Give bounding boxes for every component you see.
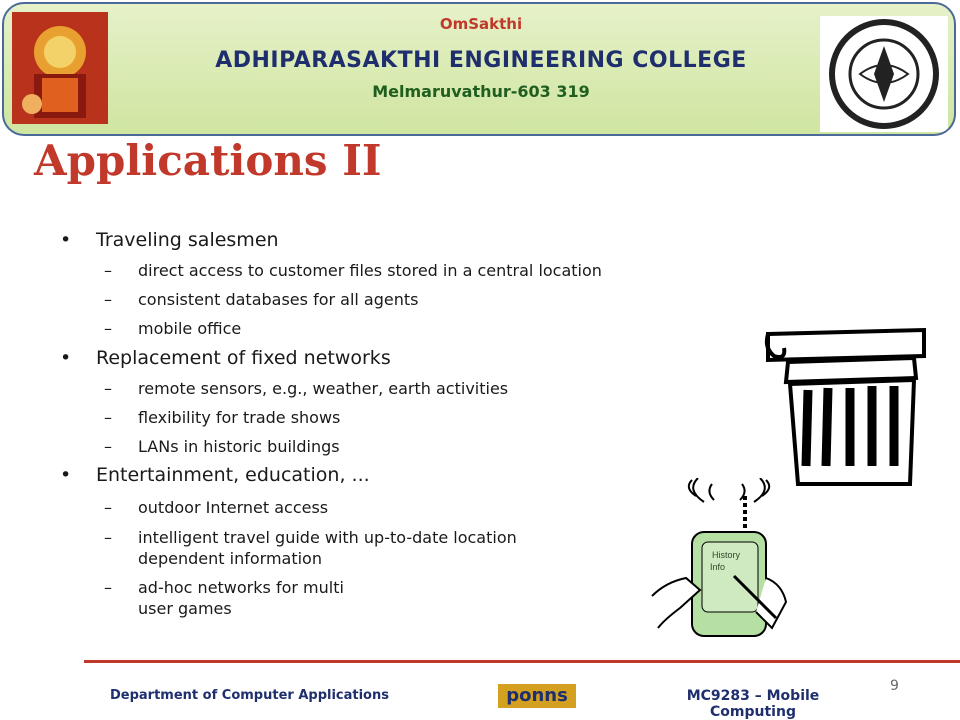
device-screen-text-2: Info xyxy=(710,562,726,572)
footer-divider xyxy=(84,660,960,663)
header-line1: OmSakthi xyxy=(439,15,523,33)
sub-bullet-item: – direct access to customer files stored in a central location xyxy=(104,261,602,280)
sub-bullet-item: – LANs in historic buildings xyxy=(104,437,340,456)
sub-bullet-text: outdoor Internet access xyxy=(138,498,329,517)
bullet-text: Replacement of fixed networks xyxy=(96,347,391,369)
bullet-text: Traveling salesmen xyxy=(96,229,279,251)
sub-bullet-text: flexibility for trade shows xyxy=(138,408,341,427)
bullet-item: • Traveling salesmen xyxy=(60,229,279,251)
header-banner xyxy=(2,2,956,136)
college-address: Melmaruvathur-603 319 xyxy=(372,82,590,101)
sub-bullet-text: remote sensors, e.g., weather, earth activities xyxy=(138,379,509,398)
footer-author: ponns xyxy=(498,684,576,708)
college-name: ADHIPARASAKTHI ENGINEERING COLLEGE xyxy=(215,48,747,73)
sub-bullet-text: direct access to customer files stored in a central location xyxy=(138,261,602,280)
sub-bullet-text: LANs in historic buildings xyxy=(138,437,340,456)
bullet-item: • Entertainment, education, ... xyxy=(60,464,370,486)
bullet-text: Entertainment, education, ... xyxy=(96,464,370,486)
sub-bullet-text: mobile office xyxy=(138,319,242,338)
slide-title: Applications II xyxy=(34,136,382,185)
column-clipart xyxy=(764,326,928,486)
sub-bullet-item: – outdoor Internet access xyxy=(104,498,329,517)
sub-bullet-item: – flexibility for trade shows xyxy=(104,408,341,427)
college-seal-logo xyxy=(820,16,948,132)
handheld-device-clipart xyxy=(636,478,816,638)
footer-department: Department of Computer Applications xyxy=(110,688,389,703)
sub-bullet-item: – intelligent travel guide with up-to-date location dependent information xyxy=(104,528,517,568)
bullet-item: • Replacement of fixed networks xyxy=(60,347,391,369)
page-number: 9 xyxy=(890,678,899,694)
footer-course xyxy=(668,688,838,720)
sub-bullet-text: ad-hoc networks for multi user games xyxy=(138,578,344,618)
sub-bullet-text: consistent databases for all agents xyxy=(138,290,419,309)
device-screen-text-1: History xyxy=(712,550,741,560)
sub-bullet-item: – consistent databases for all agents xyxy=(104,290,419,309)
sub-bullet-item: – ad-hoc networks for multi user games xyxy=(104,578,344,618)
sub-bullet-item: – remote sensors, e.g., weather, earth activities xyxy=(104,379,509,398)
sub-bullet-item: – mobile office xyxy=(104,319,242,338)
footer-course-line2: Computing xyxy=(710,704,796,720)
footer-course-line1: MC9283 – Mobile xyxy=(686,688,820,704)
sub-bullet-text: intelligent travel guide with up-to-date location dependent information xyxy=(138,528,517,568)
